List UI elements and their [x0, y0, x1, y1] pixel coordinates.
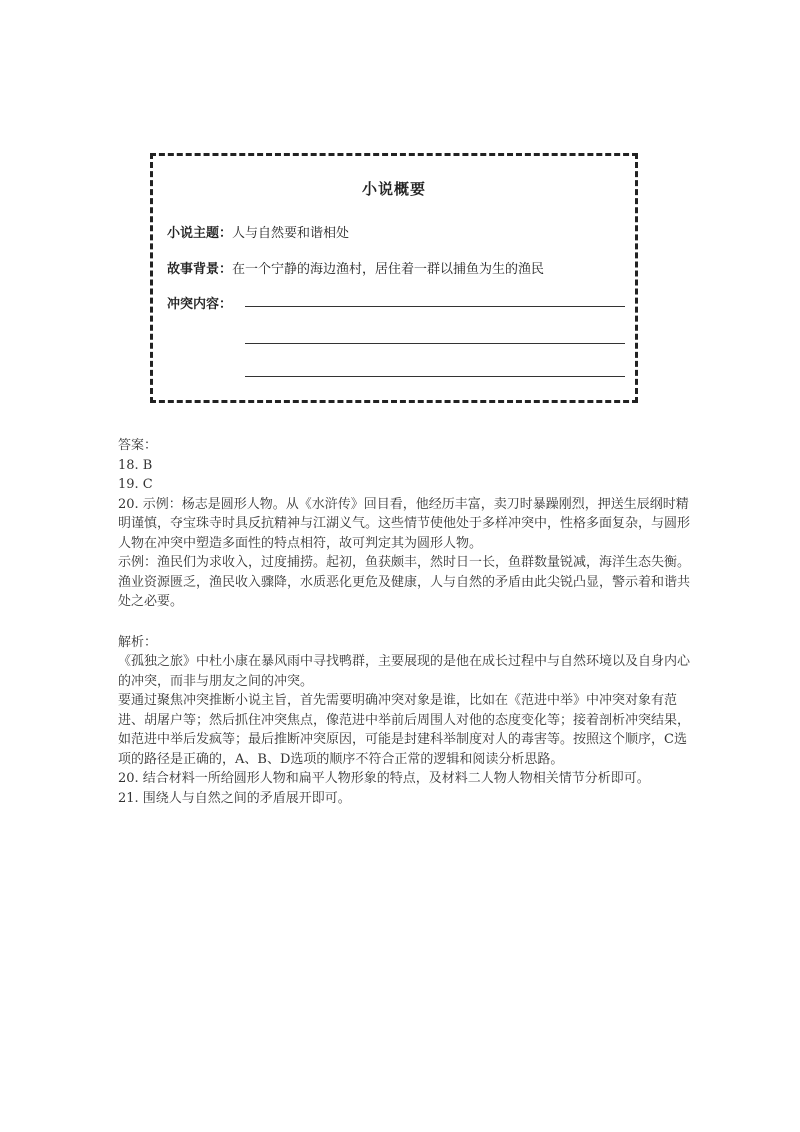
novel-summary-card [150, 153, 638, 403]
analysis-paragraph-4: 21. 围绕人与自然之间的矛盾展开即可。 [118, 790, 351, 806]
card-title: 小说概要 [361, 180, 426, 198]
analysis-heading: 解析： [118, 634, 158, 650]
conflict-row [167, 293, 232, 312]
answers-heading: 答案： [118, 438, 158, 453]
answer-20: 20. 示例：杨志是圆形人物。从《水浒传》回目看，他经历丰富，卖刀时暴躁刚烈，押送生辰纲时精明谨慎，夺宝珠寺时具反抗精神与江湖义气。这些情节使他处于多样冲突中，性格多面复杂，与圆形人物在冲突中塑造多面性的特点相符，故可判定其为圆形人物。 [118, 496, 691, 551]
conflict-blank-line-3 [245, 376, 625, 377]
answer-19: 19. C [118, 477, 153, 492]
conflict-blank-line-2 [245, 343, 625, 344]
analysis-paragraph-2: 要通过聚焦冲突推断小说主旨，首先需要明确冲突对象是谁，比如在《范进中举》中冲突对象有范进、胡屠户等；然后抓住冲突焦点，像范进中举前后周围人对他的态度变化等；接着剖析冲突结果，如范进中举后发疯等；最后推断冲突原因，可能是封建科举制度对人的毒害等。按照这个顺序，C选项的路径是正确的，A、B、D选项的顺序不符合正常的逻辑和阅读分析思路。 [118, 693, 691, 767]
background-row [167, 258, 544, 277]
conflict-blank-line-1 [245, 306, 625, 307]
theme-label: 小说主题： [167, 226, 233, 241]
theme-value: 人与自然要和谐相处 [232, 226, 350, 241]
answer-21: 示例：渔民们为求收入，过度捕捞。起初，鱼获颇丰，然时日一长，鱼群数量锐减，海洋生态失衡。渔业资源匮乏，渔民收入骤降，水质恶化更危及健康，人与自然的矛盾由此尖锐凸显，警示着和谐共处之必要。 [118, 555, 691, 609]
background-label: 故事背景： [167, 262, 233, 277]
background-value: 在一个宁静的海边渔村，居住着一群以捕鱼为生的渔民 [232, 262, 545, 277]
analysis-paragraph-3: 20. 结合材料一所给圆形人物和扁平人物形象的特点，及材料二人物人物相关情节分析即可。 [118, 771, 650, 786]
conflict-label: 冲突内容： [167, 297, 233, 312]
theme-row [167, 222, 349, 241]
section-gap [118, 612, 698, 633]
analysis-paragraph-1: 《孤独之旅》中杜小康在暴风雨中寻找鸭群，主要展现的是他在成长过程中与自然环境以及自身内心的冲突，而非与朋友之间的冲突。 [118, 654, 691, 689]
answer-18: 18. B [118, 457, 153, 473]
answer-section [118, 436, 698, 808]
